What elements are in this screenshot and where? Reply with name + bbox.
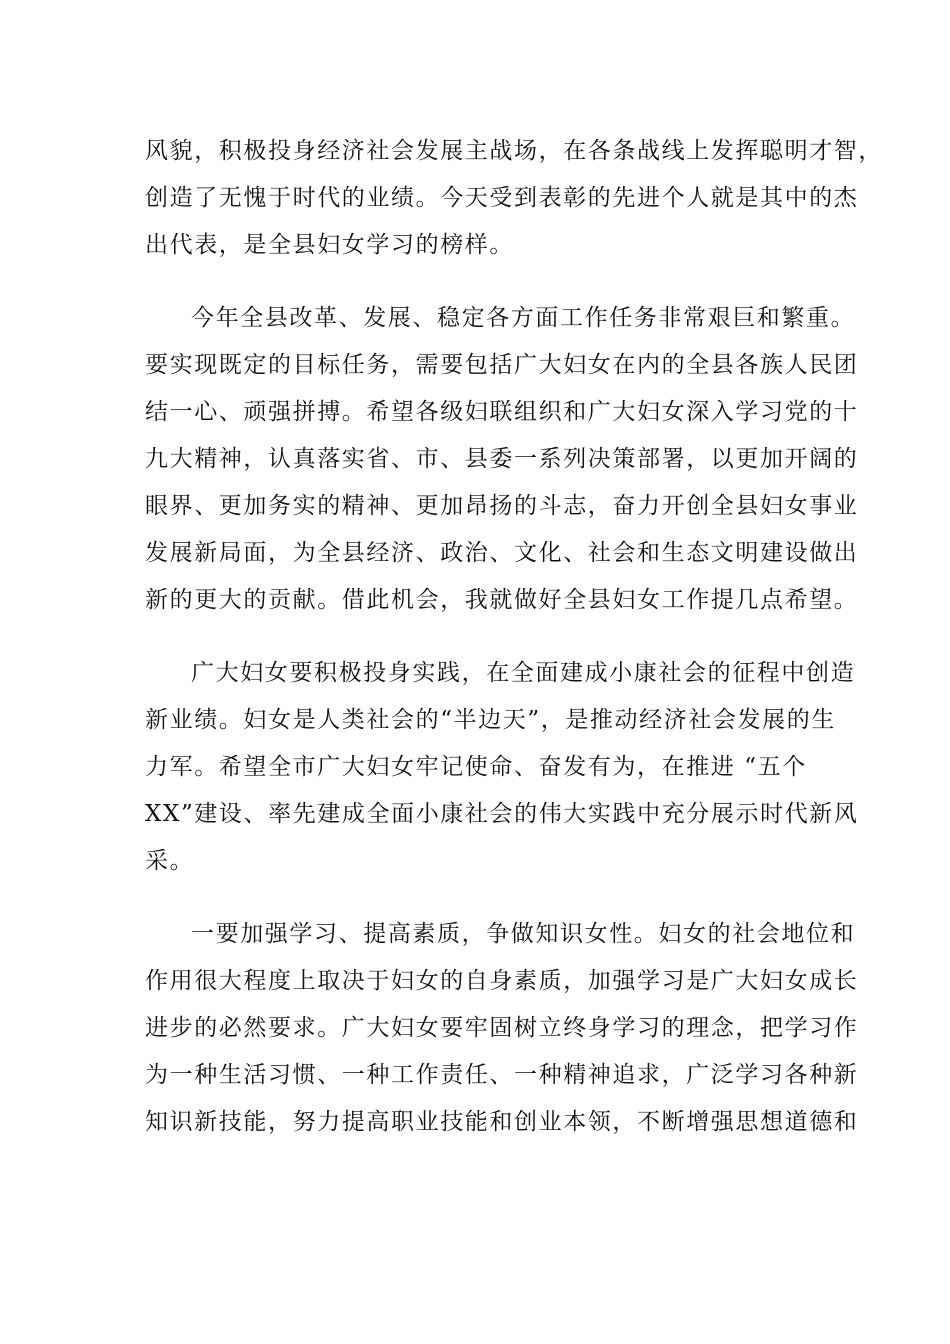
paragraph-2 <box>145 295 859 624</box>
text-line: 一要加强学习、提高素质，争做知识女性。妇女的社会地位和 <box>191 921 856 947</box>
paragraph-1 <box>145 128 883 269</box>
text-line: 风貌，积极投身经济社会发展主战场，在各条战线上发挥聪明才智， <box>145 138 883 164</box>
paragraph-3 <box>145 650 859 885</box>
text-line: 进步的必然要求。广大妇女要牢固树立终身学习的理念，把学习作 <box>145 1015 859 1041</box>
document-body <box>145 128 883 1172</box>
text-line: 作用很大程度上取决于妇女的自身素质，加强学习是广大妇女成长 <box>145 968 859 994</box>
text-line: 结一心、顽强拼搏。希望各级妇联组织和广大妇女深入学习党的十 <box>145 399 859 425</box>
text-line: 发展新局面，为全县经济、政治、文化、社会和生态文明建设做出 <box>145 540 859 566</box>
text-line: 出代表，是全县妇女学习的榜样。 <box>145 232 514 258</box>
text-line: 为一种生活习惯、一种工作责任、一种精神追求，广泛学习各种新 <box>145 1062 859 1088</box>
text-line: 九大精神，认真落实省、市、县委一系列决策部署，以更加开阔的 <box>145 446 859 472</box>
text-line: 新的更大的贡献。借此机会，我就做好全县妇女工作提几点希望。 <box>145 587 859 613</box>
text-line: 今年全县改革、发展、稳定各方面工作任务非常艰巨和繁重。 <box>191 305 856 331</box>
text-line: 创造了无愧于时代的业绩。今天受到表彰的先进个人就是其中的杰 <box>145 185 859 211</box>
text-line: 知识新技能，努力提高职业技能和创业本领，不断增强思想道德和 <box>145 1109 859 1135</box>
text-line: 要实现既定的目标任务，需要包括广大妇女在内的全县各族人民团 <box>145 352 859 378</box>
text-line: 新业绩。妇女是人类社会的“半边天”，是推动经济社会发展的生 <box>145 707 836 733</box>
text-line: 广大妇女要积极投身实践，在全面建成小康社会的征程中创造 <box>191 660 856 686</box>
text-line: 力军。希望全市广大妇女牢记使命、奋发有为，在推进 “五个 <box>145 754 807 780</box>
text-line: XX”建设、率先建成全面小康社会的伟大实践中充分展示时代新风 <box>145 801 859 827</box>
paragraph-4 <box>145 911 859 1146</box>
text-line: 采。 <box>145 848 195 874</box>
text-line: 眼界、更加务实的精神、更加昂扬的斗志，奋力开创全县妇女事业 <box>145 493 859 519</box>
